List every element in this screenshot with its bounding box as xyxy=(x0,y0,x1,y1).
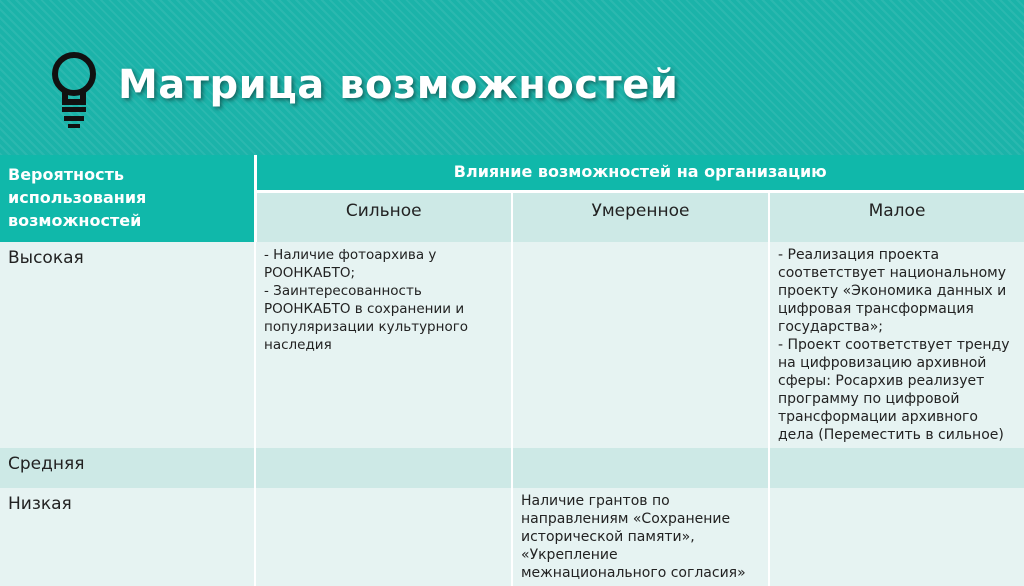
cell-high-moderate xyxy=(512,242,769,448)
cell-high-strong: - Наличие фотоархива у РООНКАБТО; - Заинтересованность РООНКАБТО в сохранении и популяризации культурного наследия xyxy=(255,242,512,448)
column-header-moderate: Умеренное xyxy=(512,191,769,242)
title-banner xyxy=(0,0,1024,155)
cell-low-moderate: Наличие грантов по направлениям «Сохранение исторической памяти», «Укрепление межнационального согласия» xyxy=(512,488,769,586)
row-label-medium: Средняя xyxy=(0,448,255,488)
influence-header: Влияние возможностей на организацию xyxy=(255,155,1024,191)
cell-high-low: - Реализация проекта соответствует национальному проекту «Экономика данных и цифровая трансформация государства»; - Проект соответствует тренду на цифровизацию архивной сферы: Росархив реализует программу по цифровой трансформации архивного дела (Переместить в сильное) xyxy=(769,242,1024,448)
column-header-strong: Сильное xyxy=(255,191,512,242)
cell-low-low xyxy=(769,488,1024,586)
row-label-low: Низкая xyxy=(0,488,255,586)
opportunity-matrix-table xyxy=(0,155,1024,586)
row-label-high: Высокая xyxy=(0,242,255,448)
cell-medium-low xyxy=(769,448,1024,488)
table-row xyxy=(0,242,1024,448)
lightbulb-icon xyxy=(48,50,100,130)
table-row xyxy=(0,448,1024,488)
column-header-low: Малое xyxy=(769,191,1024,242)
table-header-row xyxy=(0,155,1024,191)
cell-medium-strong xyxy=(255,448,512,488)
cell-medium-moderate xyxy=(512,448,769,488)
probability-header: Вероятность использования возможностей xyxy=(0,155,255,242)
cell-low-strong xyxy=(255,488,512,586)
page-title: Матрица возможностей xyxy=(118,62,679,108)
table-row xyxy=(0,488,1024,586)
